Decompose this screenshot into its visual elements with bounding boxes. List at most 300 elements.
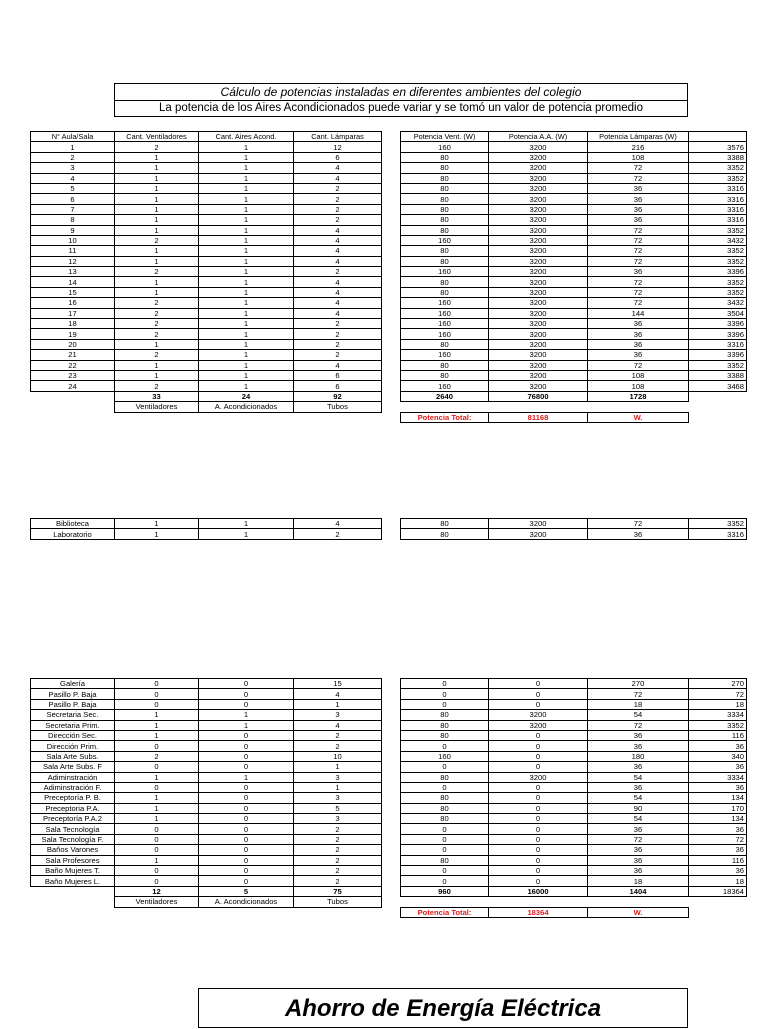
table-cell: 0 bbox=[199, 782, 294, 792]
table-row bbox=[401, 529, 747, 539]
table-cell: 3352 bbox=[689, 277, 747, 287]
table-row bbox=[401, 751, 747, 761]
table-cell: 160 bbox=[401, 319, 489, 329]
table-cell: 1 bbox=[294, 762, 382, 772]
table-row bbox=[401, 699, 747, 709]
table-row bbox=[31, 803, 382, 813]
table-cell: 160 bbox=[401, 751, 489, 761]
table-cell: 3200 bbox=[489, 277, 588, 287]
table-cell: 4 bbox=[294, 225, 382, 235]
table-cell: 0 bbox=[401, 689, 489, 699]
total-cell: 5 bbox=[199, 886, 294, 896]
table-cell: 3200 bbox=[489, 529, 588, 539]
table-cell: 36 bbox=[588, 782, 689, 792]
potencia-total-row bbox=[401, 412, 747, 422]
table-row bbox=[31, 350, 382, 360]
table-cell: 0 bbox=[489, 762, 588, 772]
table-cell: 1 bbox=[199, 319, 294, 329]
extras-right-table bbox=[400, 518, 747, 540]
table-cell: 1 bbox=[199, 287, 294, 297]
table-cell: 0 bbox=[401, 679, 489, 689]
table-cell: 2 bbox=[294, 866, 382, 876]
empty-cell bbox=[689, 897, 747, 907]
table-cell: 0 bbox=[401, 834, 489, 844]
table-cell: 1 bbox=[199, 163, 294, 173]
table-cell: 1 bbox=[199, 277, 294, 287]
table-cell: 0 bbox=[489, 824, 588, 834]
table-cell: 36 bbox=[588, 845, 689, 855]
table-cell: 0 bbox=[489, 730, 588, 740]
table-cell: 1 bbox=[199, 529, 294, 539]
table-cell: 36 bbox=[588, 762, 689, 772]
table-cell: 1 bbox=[115, 225, 199, 235]
table-cell: 0 bbox=[115, 689, 199, 699]
table-row bbox=[401, 152, 747, 162]
table-cell: 3396 bbox=[689, 319, 747, 329]
table-cell: Sala Arte Subs. F bbox=[31, 762, 115, 772]
totals-row bbox=[31, 391, 382, 401]
table-cell: 18 bbox=[588, 876, 689, 886]
table-row bbox=[31, 762, 382, 772]
table-cell: 36 bbox=[689, 824, 747, 834]
table-row bbox=[31, 225, 382, 235]
table-cell: 0 bbox=[199, 793, 294, 803]
potencia-total-label: Potencia Total: bbox=[401, 412, 489, 422]
table-cell: 1 bbox=[115, 370, 199, 380]
table-cell: 3200 bbox=[489, 256, 588, 266]
table-cell: 0 bbox=[489, 782, 588, 792]
table-cell: 1 bbox=[115, 519, 199, 529]
total-cell: 24 bbox=[199, 391, 294, 401]
table-cell: 3200 bbox=[489, 720, 588, 730]
table-cell: 1 bbox=[31, 142, 115, 152]
table-cell: 15 bbox=[294, 679, 382, 689]
table-cell: 72 bbox=[588, 360, 689, 370]
table-cell: 80 bbox=[401, 803, 489, 813]
table-cell: 24 bbox=[31, 381, 115, 391]
table-cell: 13 bbox=[31, 267, 115, 277]
table-cell: 15 bbox=[31, 287, 115, 297]
potencia-total-row bbox=[401, 907, 747, 917]
unit-label: Ventiladores bbox=[115, 897, 199, 907]
table-cell: 3352 bbox=[689, 256, 747, 266]
table-cell: 4 bbox=[31, 173, 115, 183]
table-cell: 36 bbox=[588, 866, 689, 876]
table-row bbox=[401, 381, 747, 391]
table-cell: 80 bbox=[401, 793, 489, 803]
table-row bbox=[31, 194, 382, 204]
table-cell: 160 bbox=[401, 142, 489, 152]
table-cell: 36 bbox=[689, 741, 747, 751]
table-cell: 4 bbox=[294, 256, 382, 266]
table-cell: 3316 bbox=[689, 529, 747, 539]
header-row bbox=[31, 132, 382, 142]
table-row bbox=[401, 679, 747, 689]
table-cell: 0 bbox=[115, 679, 199, 689]
table-cell: 1 bbox=[115, 163, 199, 173]
aulas-right-table bbox=[400, 131, 747, 423]
table-cell: 1 bbox=[199, 194, 294, 204]
table-row bbox=[31, 339, 382, 349]
table-cell: 1 bbox=[199, 215, 294, 225]
table-row bbox=[31, 751, 382, 761]
table-cell: 80 bbox=[401, 246, 489, 256]
table-cell: 3200 bbox=[489, 142, 588, 152]
table-cell: 0 bbox=[489, 803, 588, 813]
table-cell: 2 bbox=[294, 834, 382, 844]
table-cell: 1 bbox=[199, 142, 294, 152]
empty-cell bbox=[401, 897, 489, 907]
table-cell: 1 bbox=[199, 519, 294, 529]
empty-cell bbox=[31, 402, 115, 412]
unit-label: A. Acondicionados bbox=[199, 402, 294, 412]
table-cell: 0 bbox=[199, 679, 294, 689]
table-cell: Secretaria Sec. bbox=[31, 710, 115, 720]
table-cell: 0 bbox=[489, 876, 588, 886]
table-cell: 3 bbox=[294, 772, 382, 782]
table-cell: 36 bbox=[588, 339, 689, 349]
table-cell: 1 bbox=[115, 814, 199, 824]
table-cell: 3316 bbox=[689, 339, 747, 349]
table-row bbox=[31, 287, 382, 297]
table-row bbox=[31, 329, 382, 339]
table-cell: 1 bbox=[199, 235, 294, 245]
table-cell: 3200 bbox=[489, 710, 588, 720]
table-cell: 3200 bbox=[489, 235, 588, 245]
table-row bbox=[401, 876, 747, 886]
table-cell: 1 bbox=[199, 183, 294, 193]
table-cell: 36 bbox=[588, 741, 689, 751]
table-cell: 36 bbox=[588, 267, 689, 277]
table-cell: 1 bbox=[115, 215, 199, 225]
table-cell: 0 bbox=[401, 845, 489, 855]
table-cell: 0 bbox=[199, 803, 294, 813]
document-subtitle: La potencia de los Aires Acondicionados puede variar y se tomó un valor de potencia promedio bbox=[159, 102, 643, 114]
table-cell: 1 bbox=[115, 793, 199, 803]
table-cell: 72 bbox=[689, 834, 747, 844]
table-cell: 0 bbox=[401, 824, 489, 834]
table-cell: 134 bbox=[689, 793, 747, 803]
potencia-total-label: Potencia Total: bbox=[401, 907, 489, 917]
empty-cell bbox=[689, 412, 747, 422]
table-cell: Preceptoría P. B. bbox=[31, 793, 115, 803]
table-cell: 0 bbox=[489, 689, 588, 699]
table-cell: Baño Mujeres T. bbox=[31, 866, 115, 876]
table-cell: 20 bbox=[31, 339, 115, 349]
table-row bbox=[401, 319, 747, 329]
table-cell: 116 bbox=[689, 730, 747, 740]
table-cell: 6 bbox=[294, 152, 382, 162]
table-cell: 80 bbox=[401, 339, 489, 349]
table-cell: 1 bbox=[199, 308, 294, 318]
table-cell: 72 bbox=[689, 689, 747, 699]
table-cell: 340 bbox=[689, 751, 747, 761]
table-cell: Secretaria Prim. bbox=[31, 720, 115, 730]
table-cell: 3352 bbox=[689, 173, 747, 183]
table-cell: 3396 bbox=[689, 267, 747, 277]
table-cell: 1 bbox=[199, 298, 294, 308]
totals-row bbox=[401, 391, 747, 401]
table-cell: 80 bbox=[401, 152, 489, 162]
table-cell: 160 bbox=[401, 298, 489, 308]
table-cell: 0 bbox=[199, 845, 294, 855]
table-cell: 1 bbox=[199, 204, 294, 214]
table-cell: 80 bbox=[401, 360, 489, 370]
empty-cell bbox=[31, 391, 115, 401]
table-cell: 4 bbox=[294, 720, 382, 730]
table-cell: 0 bbox=[489, 793, 588, 803]
table-cell: 36 bbox=[588, 204, 689, 214]
table-cell: 2 bbox=[294, 741, 382, 751]
table-cell: 90 bbox=[588, 803, 689, 813]
table-cell: 3576 bbox=[689, 142, 747, 152]
table-cell: 21 bbox=[31, 350, 115, 360]
table-cell: 2 bbox=[115, 751, 199, 761]
column-header bbox=[689, 132, 747, 142]
otros-right-table bbox=[400, 678, 747, 918]
table-cell: 2 bbox=[294, 876, 382, 886]
table-cell: 6 bbox=[31, 194, 115, 204]
table-cell: 108 bbox=[588, 381, 689, 391]
table-cell: 72 bbox=[588, 256, 689, 266]
table-cell: 2 bbox=[115, 267, 199, 277]
empty-cell bbox=[489, 402, 588, 412]
table-cell: 0 bbox=[199, 824, 294, 834]
table-cell: 3352 bbox=[689, 246, 747, 256]
table-cell: 36 bbox=[588, 350, 689, 360]
potencia-total-unit: W. bbox=[588, 907, 689, 917]
table-row bbox=[401, 519, 747, 529]
table-row bbox=[31, 319, 382, 329]
table-cell: 2 bbox=[294, 204, 382, 214]
table-cell: 3396 bbox=[689, 350, 747, 360]
table-cell: 1 bbox=[115, 772, 199, 782]
table-cell: 2 bbox=[115, 381, 199, 391]
table-row bbox=[401, 173, 747, 183]
table-cell: 3200 bbox=[489, 287, 588, 297]
table-cell: 80 bbox=[401, 183, 489, 193]
table-cell: 144 bbox=[588, 308, 689, 318]
table-cell: 0 bbox=[115, 762, 199, 772]
table-cell: 3200 bbox=[489, 194, 588, 204]
table-row bbox=[31, 519, 382, 529]
table-cell: 9 bbox=[31, 225, 115, 235]
aulas-left-table bbox=[30, 131, 382, 413]
table-cell: 17 bbox=[31, 308, 115, 318]
table-row bbox=[401, 741, 747, 751]
table-cell: 3200 bbox=[489, 215, 588, 225]
table-cell: 3200 bbox=[489, 308, 588, 318]
table-cell: 72 bbox=[588, 225, 689, 235]
table-cell: 3200 bbox=[489, 183, 588, 193]
table-cell: Pasillo P. Baja bbox=[31, 689, 115, 699]
table-cell: Preceptoría P.A.2 bbox=[31, 814, 115, 824]
table-cell: 54 bbox=[588, 772, 689, 782]
table-row bbox=[401, 267, 747, 277]
table-cell: 5 bbox=[31, 183, 115, 193]
empty-cell bbox=[689, 391, 747, 401]
table-cell: 3432 bbox=[689, 235, 747, 245]
table-cell: 8 bbox=[31, 215, 115, 225]
table-cell: 4 bbox=[294, 360, 382, 370]
table-row bbox=[401, 855, 747, 865]
table-row bbox=[31, 183, 382, 193]
table-row bbox=[401, 235, 747, 245]
total-cell: 92 bbox=[294, 391, 382, 401]
table-cell: 3504 bbox=[689, 308, 747, 318]
table-cell: 0 bbox=[115, 876, 199, 886]
table-cell: 80 bbox=[401, 163, 489, 173]
table-cell: 1 bbox=[115, 720, 199, 730]
spacer-row bbox=[401, 897, 747, 907]
potencia-total-value: 18364 bbox=[489, 907, 588, 917]
table-cell: 160 bbox=[401, 329, 489, 339]
table-row bbox=[31, 256, 382, 266]
table-cell: 0 bbox=[199, 730, 294, 740]
table-cell: 1 bbox=[199, 350, 294, 360]
table-row bbox=[31, 173, 382, 183]
table-row bbox=[31, 246, 382, 256]
table-cell: 134 bbox=[689, 814, 747, 824]
table-cell: 80 bbox=[401, 225, 489, 235]
table-cell: 36 bbox=[588, 855, 689, 865]
table-cell: 2 bbox=[294, 845, 382, 855]
table-cell: 0 bbox=[401, 876, 489, 886]
table-cell: 36 bbox=[689, 845, 747, 855]
total-cell: 76800 bbox=[489, 391, 588, 401]
table-cell: 2 bbox=[294, 855, 382, 865]
table-cell: 0 bbox=[115, 699, 199, 709]
table-cell: 1 bbox=[115, 339, 199, 349]
empty-cell bbox=[489, 897, 588, 907]
table-cell: 11 bbox=[31, 246, 115, 256]
table-cell: 3352 bbox=[689, 287, 747, 297]
table-cell: 0 bbox=[199, 866, 294, 876]
table-row bbox=[401, 225, 747, 235]
table-cell: 1 bbox=[199, 225, 294, 235]
table-cell: 2 bbox=[294, 319, 382, 329]
table-cell: 3334 bbox=[689, 710, 747, 720]
table-cell: 3200 bbox=[489, 519, 588, 529]
table-cell: 2 bbox=[115, 350, 199, 360]
table-row bbox=[401, 350, 747, 360]
table-row bbox=[401, 298, 747, 308]
table-cell: 80 bbox=[401, 215, 489, 225]
table-cell: 3396 bbox=[689, 329, 747, 339]
table-cell: 0 bbox=[401, 762, 489, 772]
table-cell: 72 bbox=[588, 163, 689, 173]
table-cell: 0 bbox=[401, 782, 489, 792]
table-cell: 18 bbox=[689, 876, 747, 886]
table-row bbox=[401, 246, 747, 256]
table-row bbox=[31, 855, 382, 865]
table-cell: 54 bbox=[588, 814, 689, 824]
table-cell: 3200 bbox=[489, 319, 588, 329]
table-cell: 0 bbox=[199, 762, 294, 772]
table-cell: 1 bbox=[115, 183, 199, 193]
table-row bbox=[31, 163, 382, 173]
table-cell: 3334 bbox=[689, 772, 747, 782]
table-cell: 80 bbox=[401, 855, 489, 865]
table-row bbox=[31, 741, 382, 751]
empty-cell bbox=[401, 402, 489, 412]
table-cell: 0 bbox=[489, 751, 588, 761]
table-cell: 2 bbox=[115, 298, 199, 308]
empty-cell bbox=[689, 907, 747, 917]
table-cell: 1 bbox=[115, 360, 199, 370]
table-cell: 1 bbox=[115, 204, 199, 214]
table-cell: 0 bbox=[489, 741, 588, 751]
table-cell: 6 bbox=[294, 370, 382, 380]
table-row bbox=[401, 845, 747, 855]
table-row bbox=[401, 730, 747, 740]
table-cell: 2 bbox=[294, 329, 382, 339]
table-row bbox=[401, 803, 747, 813]
table-cell: 23 bbox=[31, 370, 115, 380]
extras-left-table bbox=[30, 518, 382, 540]
table-cell: Preceptoria P.A. bbox=[31, 803, 115, 813]
table-cell: Sala Profesores bbox=[31, 855, 115, 865]
table-cell: 1 bbox=[199, 720, 294, 730]
footer-title: Ahorro de Energía Eléctrica bbox=[198, 988, 688, 1028]
table-cell: 2 bbox=[294, 350, 382, 360]
table-cell: Dirección Sec. bbox=[31, 730, 115, 740]
table-row bbox=[31, 876, 382, 886]
table-cell: 80 bbox=[401, 772, 489, 782]
table-cell: 0 bbox=[489, 679, 588, 689]
table-cell: 2 bbox=[294, 339, 382, 349]
table-cell: Sala Tecnología F. bbox=[31, 834, 115, 844]
table-cell: 72 bbox=[588, 834, 689, 844]
table-cell: 36 bbox=[588, 194, 689, 204]
table-cell: 0 bbox=[115, 845, 199, 855]
table-cell: 80 bbox=[401, 710, 489, 720]
table-cell: 54 bbox=[588, 710, 689, 720]
table-cell: 1 bbox=[115, 710, 199, 720]
table-cell: 0 bbox=[199, 699, 294, 709]
empty-cell bbox=[31, 886, 115, 896]
table-cell: 2 bbox=[294, 824, 382, 834]
table-cell: 7 bbox=[31, 204, 115, 214]
table-cell: 116 bbox=[689, 855, 747, 865]
potencia-total-value: 81168 bbox=[489, 412, 588, 422]
table-cell: 2 bbox=[115, 329, 199, 339]
total-cell: 12 bbox=[115, 886, 199, 896]
table-cell: 36 bbox=[689, 782, 747, 792]
potencia-total-unit: W. bbox=[588, 412, 689, 422]
table-cell: Adiminstración F. bbox=[31, 782, 115, 792]
table-row bbox=[31, 699, 382, 709]
table-cell: 72 bbox=[588, 720, 689, 730]
table-cell: 80 bbox=[401, 519, 489, 529]
table-row bbox=[31, 204, 382, 214]
table-cell: 4 bbox=[294, 308, 382, 318]
table-cell: 72 bbox=[588, 246, 689, 256]
table-row bbox=[31, 308, 382, 318]
table-cell: 270 bbox=[588, 679, 689, 689]
table-cell: 0 bbox=[401, 699, 489, 709]
table-cell: 72 bbox=[588, 287, 689, 297]
table-row bbox=[401, 834, 747, 844]
table-cell: 1 bbox=[199, 267, 294, 277]
table-cell: 0 bbox=[489, 814, 588, 824]
table-cell: 1 bbox=[115, 173, 199, 183]
table-cell: 36 bbox=[689, 762, 747, 772]
table-cell: 0 bbox=[489, 699, 588, 709]
table-cell: 1 bbox=[199, 772, 294, 782]
table-cell: 6 bbox=[294, 381, 382, 391]
table-row bbox=[31, 730, 382, 740]
